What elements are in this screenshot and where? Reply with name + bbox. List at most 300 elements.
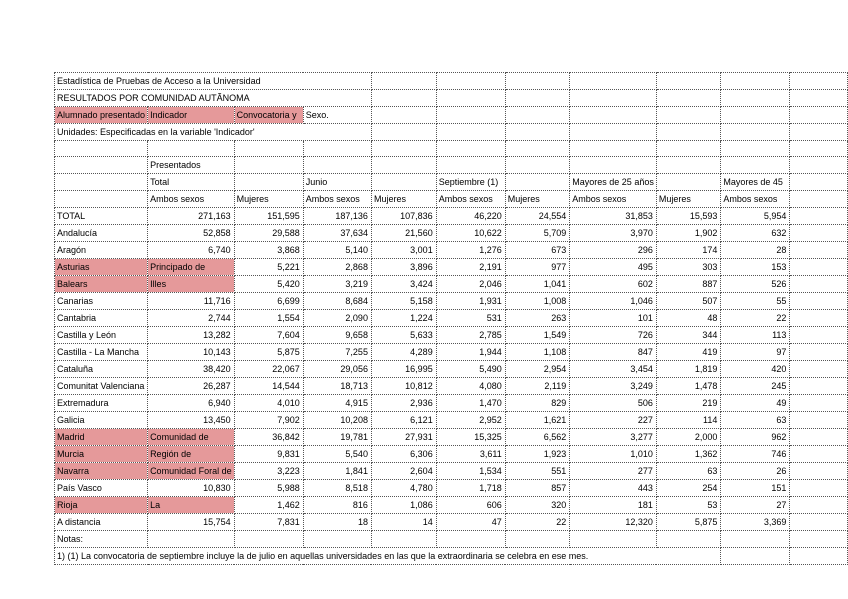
header-period: Mayores de 45: [721, 174, 790, 191]
value-cell: 15,325: [436, 429, 505, 446]
header-sex: Ambos sexos: [303, 191, 371, 208]
value-cell: 10,812: [371, 378, 436, 395]
table-row: [55, 310, 848, 327]
value-cell: 1,621: [505, 412, 570, 429]
region-sublabel: Comunidad Foral de: [148, 463, 235, 480]
value-cell: 3,001: [371, 242, 436, 259]
value-cell: 7,902: [234, 412, 303, 429]
empty-cell: [790, 463, 848, 480]
header-group-row: [55, 157, 848, 174]
region-label: Murcia: [55, 446, 148, 463]
empty-cell: [790, 548, 848, 565]
value-cell: 2,785: [436, 327, 505, 344]
empty-cell: [790, 514, 848, 531]
value-cell: 531: [436, 310, 505, 327]
value-cell: 271,163: [148, 208, 235, 225]
empty-cell: [55, 174, 148, 191]
empty-cell: [570, 157, 657, 174]
value-cell: 46,220: [436, 208, 505, 225]
value-cell: 16,995: [371, 361, 436, 378]
value-cell: 21,560: [371, 225, 436, 242]
empty-cell: [570, 531, 657, 548]
value-cell: 113: [721, 327, 790, 344]
region-label: Extremadura: [55, 395, 148, 412]
value-cell: 1,549: [505, 327, 570, 344]
value-cell: 3,970: [570, 225, 657, 242]
value-cell: 9,831: [234, 446, 303, 463]
empty-cell: [656, 73, 721, 90]
value-cell: 1,470: [436, 395, 505, 412]
empty-cell: [234, 531, 303, 548]
value-cell: 107,836: [371, 208, 436, 225]
value-cell: 48: [656, 310, 721, 327]
value-cell: 28: [721, 242, 790, 259]
filter-row: [55, 107, 848, 124]
value-cell: 829: [505, 395, 570, 412]
empty-cell: [570, 90, 657, 107]
empty-cell: [371, 73, 436, 90]
region-label: Rioja: [55, 497, 148, 514]
empty-cell: [721, 531, 790, 548]
value-cell: 8,684: [303, 293, 371, 310]
value-cell: 24,554: [505, 208, 570, 225]
value-cell: 5,490: [436, 361, 505, 378]
value-cell: 27: [721, 497, 790, 514]
value-cell: 63: [656, 463, 721, 480]
value-cell: 443: [570, 480, 657, 497]
value-cell: 3,868: [234, 242, 303, 259]
value-cell: 4,010: [234, 395, 303, 412]
header-period-row: [55, 174, 848, 191]
value-cell: 977: [505, 259, 570, 276]
value-cell: 507: [656, 293, 721, 310]
value-cell: 14: [371, 514, 436, 531]
value-cell: 2,000: [656, 429, 721, 446]
value-cell: 10,622: [436, 225, 505, 242]
value-cell: 8,518: [303, 480, 371, 497]
empty-cell: [303, 531, 371, 548]
empty-cell: [790, 395, 848, 412]
units-row: [55, 124, 848, 141]
value-cell: 3,424: [371, 276, 436, 293]
value-cell: 151,595: [234, 208, 303, 225]
value-cell: 1,041: [505, 276, 570, 293]
value-cell: 6,306: [371, 446, 436, 463]
value-cell: 3,277: [570, 429, 657, 446]
value-cell: 3,611: [436, 446, 505, 463]
header-sex-row: [55, 191, 848, 208]
empty-cell: [790, 157, 848, 174]
table-row: [55, 327, 848, 344]
value-cell: 11,716: [148, 293, 235, 310]
empty-cell: [371, 124, 436, 141]
empty-cell: [721, 90, 790, 107]
value-cell: 6,699: [234, 293, 303, 310]
region-label: TOTAL: [55, 208, 148, 225]
value-cell: 4,289: [371, 344, 436, 361]
value-cell: 857: [505, 480, 570, 497]
value-cell: 3,369: [721, 514, 790, 531]
empty-cell: [371, 174, 436, 191]
value-cell: 506: [570, 395, 657, 412]
value-cell: 3,454: [570, 361, 657, 378]
empty-cell: [790, 259, 848, 276]
value-cell: 114: [656, 412, 721, 429]
filter-indicador: Indicador: [148, 107, 235, 124]
empty-cell: [656, 141, 721, 157]
value-cell: 5,633: [371, 327, 436, 344]
empty-cell: [371, 531, 436, 548]
empty-cell: [721, 141, 790, 157]
blank-row: [55, 141, 848, 157]
value-cell: 26: [721, 463, 790, 480]
region-label: Andalucía: [55, 225, 148, 242]
value-cell: 1,108: [505, 344, 570, 361]
value-cell: 2,046: [436, 276, 505, 293]
value-cell: 36,842: [234, 429, 303, 446]
value-cell: 5,158: [371, 293, 436, 310]
empty-cell: [371, 90, 436, 107]
value-cell: 2,090: [303, 310, 371, 327]
value-cell: 181: [570, 497, 657, 514]
value-cell: 18,713: [303, 378, 371, 395]
value-cell: 1,046: [570, 293, 657, 310]
value-cell: 5,954: [721, 208, 790, 225]
empty-cell: [505, 90, 570, 107]
empty-cell: [790, 242, 848, 259]
header-presentados: Presentados: [148, 157, 235, 174]
table-row: [55, 446, 848, 463]
value-cell: 9,658: [303, 327, 371, 344]
subtitle-row: [55, 90, 848, 107]
value-cell: 847: [570, 344, 657, 361]
notes-row: [55, 531, 848, 548]
table-row: [55, 242, 848, 259]
value-cell: 10,143: [148, 344, 235, 361]
value-cell: 31,853: [570, 208, 657, 225]
empty-cell: [790, 361, 848, 378]
value-cell: 63: [721, 412, 790, 429]
empty-cell: [55, 141, 148, 157]
empty-cell: [505, 531, 570, 548]
value-cell: 1,923: [505, 446, 570, 463]
value-cell: 1,478: [656, 378, 721, 395]
value-cell: 6,121: [371, 412, 436, 429]
empty-cell: [790, 208, 848, 225]
value-cell: 526: [721, 276, 790, 293]
value-cell: 2,952: [436, 412, 505, 429]
empty-cell: [721, 107, 790, 124]
empty-cell: [55, 191, 148, 208]
value-cell: 2,119: [505, 378, 570, 395]
region-label: Asturias: [55, 259, 148, 276]
empty-cell: [790, 90, 848, 107]
empty-cell: [234, 141, 303, 157]
region-sublabel: Principado de: [148, 259, 235, 276]
value-cell: 726: [570, 327, 657, 344]
empty-cell: [570, 124, 657, 141]
value-cell: 53: [656, 497, 721, 514]
table-row: [55, 344, 848, 361]
region-label: Galicia: [55, 412, 148, 429]
filter-alumnado: Alumnado presentado: [55, 107, 148, 124]
value-cell: 26,287: [148, 378, 235, 395]
empty-cell: [790, 73, 848, 90]
value-cell: 1,224: [371, 310, 436, 327]
value-cell: 277: [570, 463, 657, 480]
empty-cell: [721, 73, 790, 90]
value-cell: 19,781: [303, 429, 371, 446]
value-cell: 1,276: [436, 242, 505, 259]
header-sex: Ambos sexos: [721, 191, 790, 208]
value-cell: 632: [721, 225, 790, 242]
empty-cell: [505, 73, 570, 90]
value-cell: 2,604: [371, 463, 436, 480]
header-period: Junio: [303, 174, 371, 191]
empty-cell: [656, 531, 721, 548]
empty-cell: [721, 157, 790, 174]
value-cell: 2,191: [436, 259, 505, 276]
empty-cell: [303, 141, 371, 157]
sheet-title: Estadística de Pruebas de Acceso a la Universidad: [55, 73, 372, 90]
value-cell: 1,362: [656, 446, 721, 463]
footnote-row: [55, 548, 848, 565]
value-cell: 38,420: [148, 361, 235, 378]
header-period: Septiembre (1): [436, 174, 505, 191]
empty-cell: [436, 124, 505, 141]
value-cell: 673: [505, 242, 570, 259]
table-row: [55, 412, 848, 429]
empty-cell: [55, 157, 148, 174]
empty-cell: [436, 141, 505, 157]
empty-cell: [790, 191, 848, 208]
table-row: [55, 463, 848, 480]
table-row: [55, 395, 848, 412]
value-cell: 1,462: [234, 497, 303, 514]
empty-cell: [790, 327, 848, 344]
value-cell: 22: [721, 310, 790, 327]
region-label: Balears: [55, 276, 148, 293]
value-cell: 7,255: [303, 344, 371, 361]
value-cell: 1,819: [656, 361, 721, 378]
empty-cell: [234, 174, 303, 191]
value-cell: 1,718: [436, 480, 505, 497]
notes-label: Notas:: [55, 531, 148, 548]
value-cell: 3,223: [234, 463, 303, 480]
empty-cell: [505, 141, 570, 157]
region-label: Canarias: [55, 293, 148, 310]
empty-cell: [656, 157, 721, 174]
filter-convocatoria: Convocatoria y: [234, 107, 303, 124]
region-label: Comunitat Valenciana: [55, 378, 148, 395]
value-cell: 2,936: [371, 395, 436, 412]
table-row: [55, 293, 848, 310]
value-cell: 962: [721, 429, 790, 446]
header-period: Mayores de 25 años: [570, 174, 657, 191]
value-cell: 49: [721, 395, 790, 412]
value-cell: 6,740: [148, 242, 235, 259]
region-sublabel: Comunidad de: [148, 429, 235, 446]
table-row: [55, 429, 848, 446]
empty-cell: [721, 124, 790, 141]
value-cell: 219: [656, 395, 721, 412]
header-sex: Ambos sexos: [570, 191, 657, 208]
region-sublabel: Illes: [148, 276, 235, 293]
empty-cell: [371, 107, 436, 124]
value-cell: 2,868: [303, 259, 371, 276]
value-cell: 37,634: [303, 225, 371, 242]
value-cell: 6,940: [148, 395, 235, 412]
value-cell: 6,562: [505, 429, 570, 446]
empty-cell: [371, 157, 436, 174]
empty-cell: [790, 174, 848, 191]
region-sublabel: Región de: [148, 446, 235, 463]
empty-cell: [570, 141, 657, 157]
empty-cell: [656, 124, 721, 141]
value-cell: 420: [721, 361, 790, 378]
header-sex: Ambos sexos: [436, 191, 505, 208]
empty-cell: [790, 412, 848, 429]
region-label: Castilla y León: [55, 327, 148, 344]
empty-cell: [234, 157, 303, 174]
value-cell: 1,010: [570, 446, 657, 463]
value-cell: 495: [570, 259, 657, 276]
value-cell: 5,709: [505, 225, 570, 242]
empty-cell: [148, 531, 235, 548]
value-cell: 5,540: [303, 446, 371, 463]
value-cell: 151: [721, 480, 790, 497]
region-sublabel: La: [148, 497, 235, 514]
empty-cell: [790, 531, 848, 548]
empty-cell: [790, 107, 848, 124]
table-row: [55, 361, 848, 378]
empty-cell: [790, 310, 848, 327]
empty-cell: [371, 141, 436, 157]
value-cell: 29,056: [303, 361, 371, 378]
value-cell: 254: [656, 480, 721, 497]
value-cell: 5,221: [234, 259, 303, 276]
header-sex: Mujeres: [656, 191, 721, 208]
region-label: Aragón: [55, 242, 148, 259]
empty-cell: [790, 141, 848, 157]
empty-cell: [790, 225, 848, 242]
empty-cell: [790, 378, 848, 395]
value-cell: 296: [570, 242, 657, 259]
value-cell: 303: [656, 259, 721, 276]
empty-cell: [505, 107, 570, 124]
region-label: Cataluña: [55, 361, 148, 378]
region-label: Cantabria: [55, 310, 148, 327]
value-cell: 2,744: [148, 310, 235, 327]
table-row: [55, 497, 848, 514]
value-cell: 22,067: [234, 361, 303, 378]
value-cell: 3,249: [570, 378, 657, 395]
table-row: [55, 276, 848, 293]
table-row: [55, 514, 848, 531]
empty-cell: [790, 480, 848, 497]
region-label: Madrid: [55, 429, 148, 446]
empty-cell: [790, 446, 848, 463]
empty-cell: [505, 174, 570, 191]
empty-cell: [436, 73, 505, 90]
empty-cell: [303, 157, 371, 174]
value-cell: 1,931: [436, 293, 505, 310]
value-cell: 15,593: [656, 208, 721, 225]
table-row: [55, 225, 848, 242]
value-cell: 174: [656, 242, 721, 259]
value-cell: 320: [505, 497, 570, 514]
value-cell: 5,140: [303, 242, 371, 259]
value-cell: 55: [721, 293, 790, 310]
region-label: A distancia: [55, 514, 148, 531]
empty-cell: [148, 141, 235, 157]
table-row: [55, 378, 848, 395]
empty-cell: [436, 157, 505, 174]
header-sex: Ambos sexos: [148, 191, 235, 208]
value-cell: 4,080: [436, 378, 505, 395]
empty-cell: [436, 531, 505, 548]
value-cell: 12,320: [570, 514, 657, 531]
value-cell: 5,420: [234, 276, 303, 293]
header-sex: Mujeres: [234, 191, 303, 208]
value-cell: 602: [570, 276, 657, 293]
empty-cell: [505, 157, 570, 174]
value-cell: 187,136: [303, 208, 371, 225]
empty-cell: [436, 107, 505, 124]
empty-cell: [790, 293, 848, 310]
region-label: Navarra: [55, 463, 148, 480]
value-cell: 1,534: [436, 463, 505, 480]
value-cell: 4,780: [371, 480, 436, 497]
value-cell: 14,544: [234, 378, 303, 395]
value-cell: 1,944: [436, 344, 505, 361]
value-cell: 18: [303, 514, 371, 531]
value-cell: 227: [570, 412, 657, 429]
value-cell: 97: [721, 344, 790, 361]
title-row: [55, 73, 848, 90]
value-cell: 7,831: [234, 514, 303, 531]
value-cell: 3,896: [371, 259, 436, 276]
empty-cell: [721, 548, 790, 565]
value-cell: 15,754: [148, 514, 235, 531]
value-cell: 52,858: [148, 225, 235, 242]
empty-cell: [656, 107, 721, 124]
header-period: Total: [148, 174, 235, 191]
value-cell: 1,902: [656, 225, 721, 242]
value-cell: 27,931: [371, 429, 436, 446]
value-cell: 22: [505, 514, 570, 531]
value-cell: 5,875: [234, 344, 303, 361]
value-cell: 10,830: [148, 480, 235, 497]
value-cell: 746: [721, 446, 790, 463]
value-cell: 13,450: [148, 412, 235, 429]
value-cell: 606: [436, 497, 505, 514]
region-label: País Vasco: [55, 480, 148, 497]
value-cell: 153: [721, 259, 790, 276]
empty-cell: [505, 124, 570, 141]
table-row: [55, 259, 848, 276]
value-cell: 3,219: [303, 276, 371, 293]
value-cell: 551: [505, 463, 570, 480]
value-cell: 1,554: [234, 310, 303, 327]
filter-sexo: Sexo.: [303, 107, 371, 124]
empty-cell: [570, 73, 657, 90]
empty-cell: [790, 497, 848, 514]
value-cell: 1,086: [371, 497, 436, 514]
empty-cell: [436, 90, 505, 107]
value-cell: 263: [505, 310, 570, 327]
value-cell: 47: [436, 514, 505, 531]
